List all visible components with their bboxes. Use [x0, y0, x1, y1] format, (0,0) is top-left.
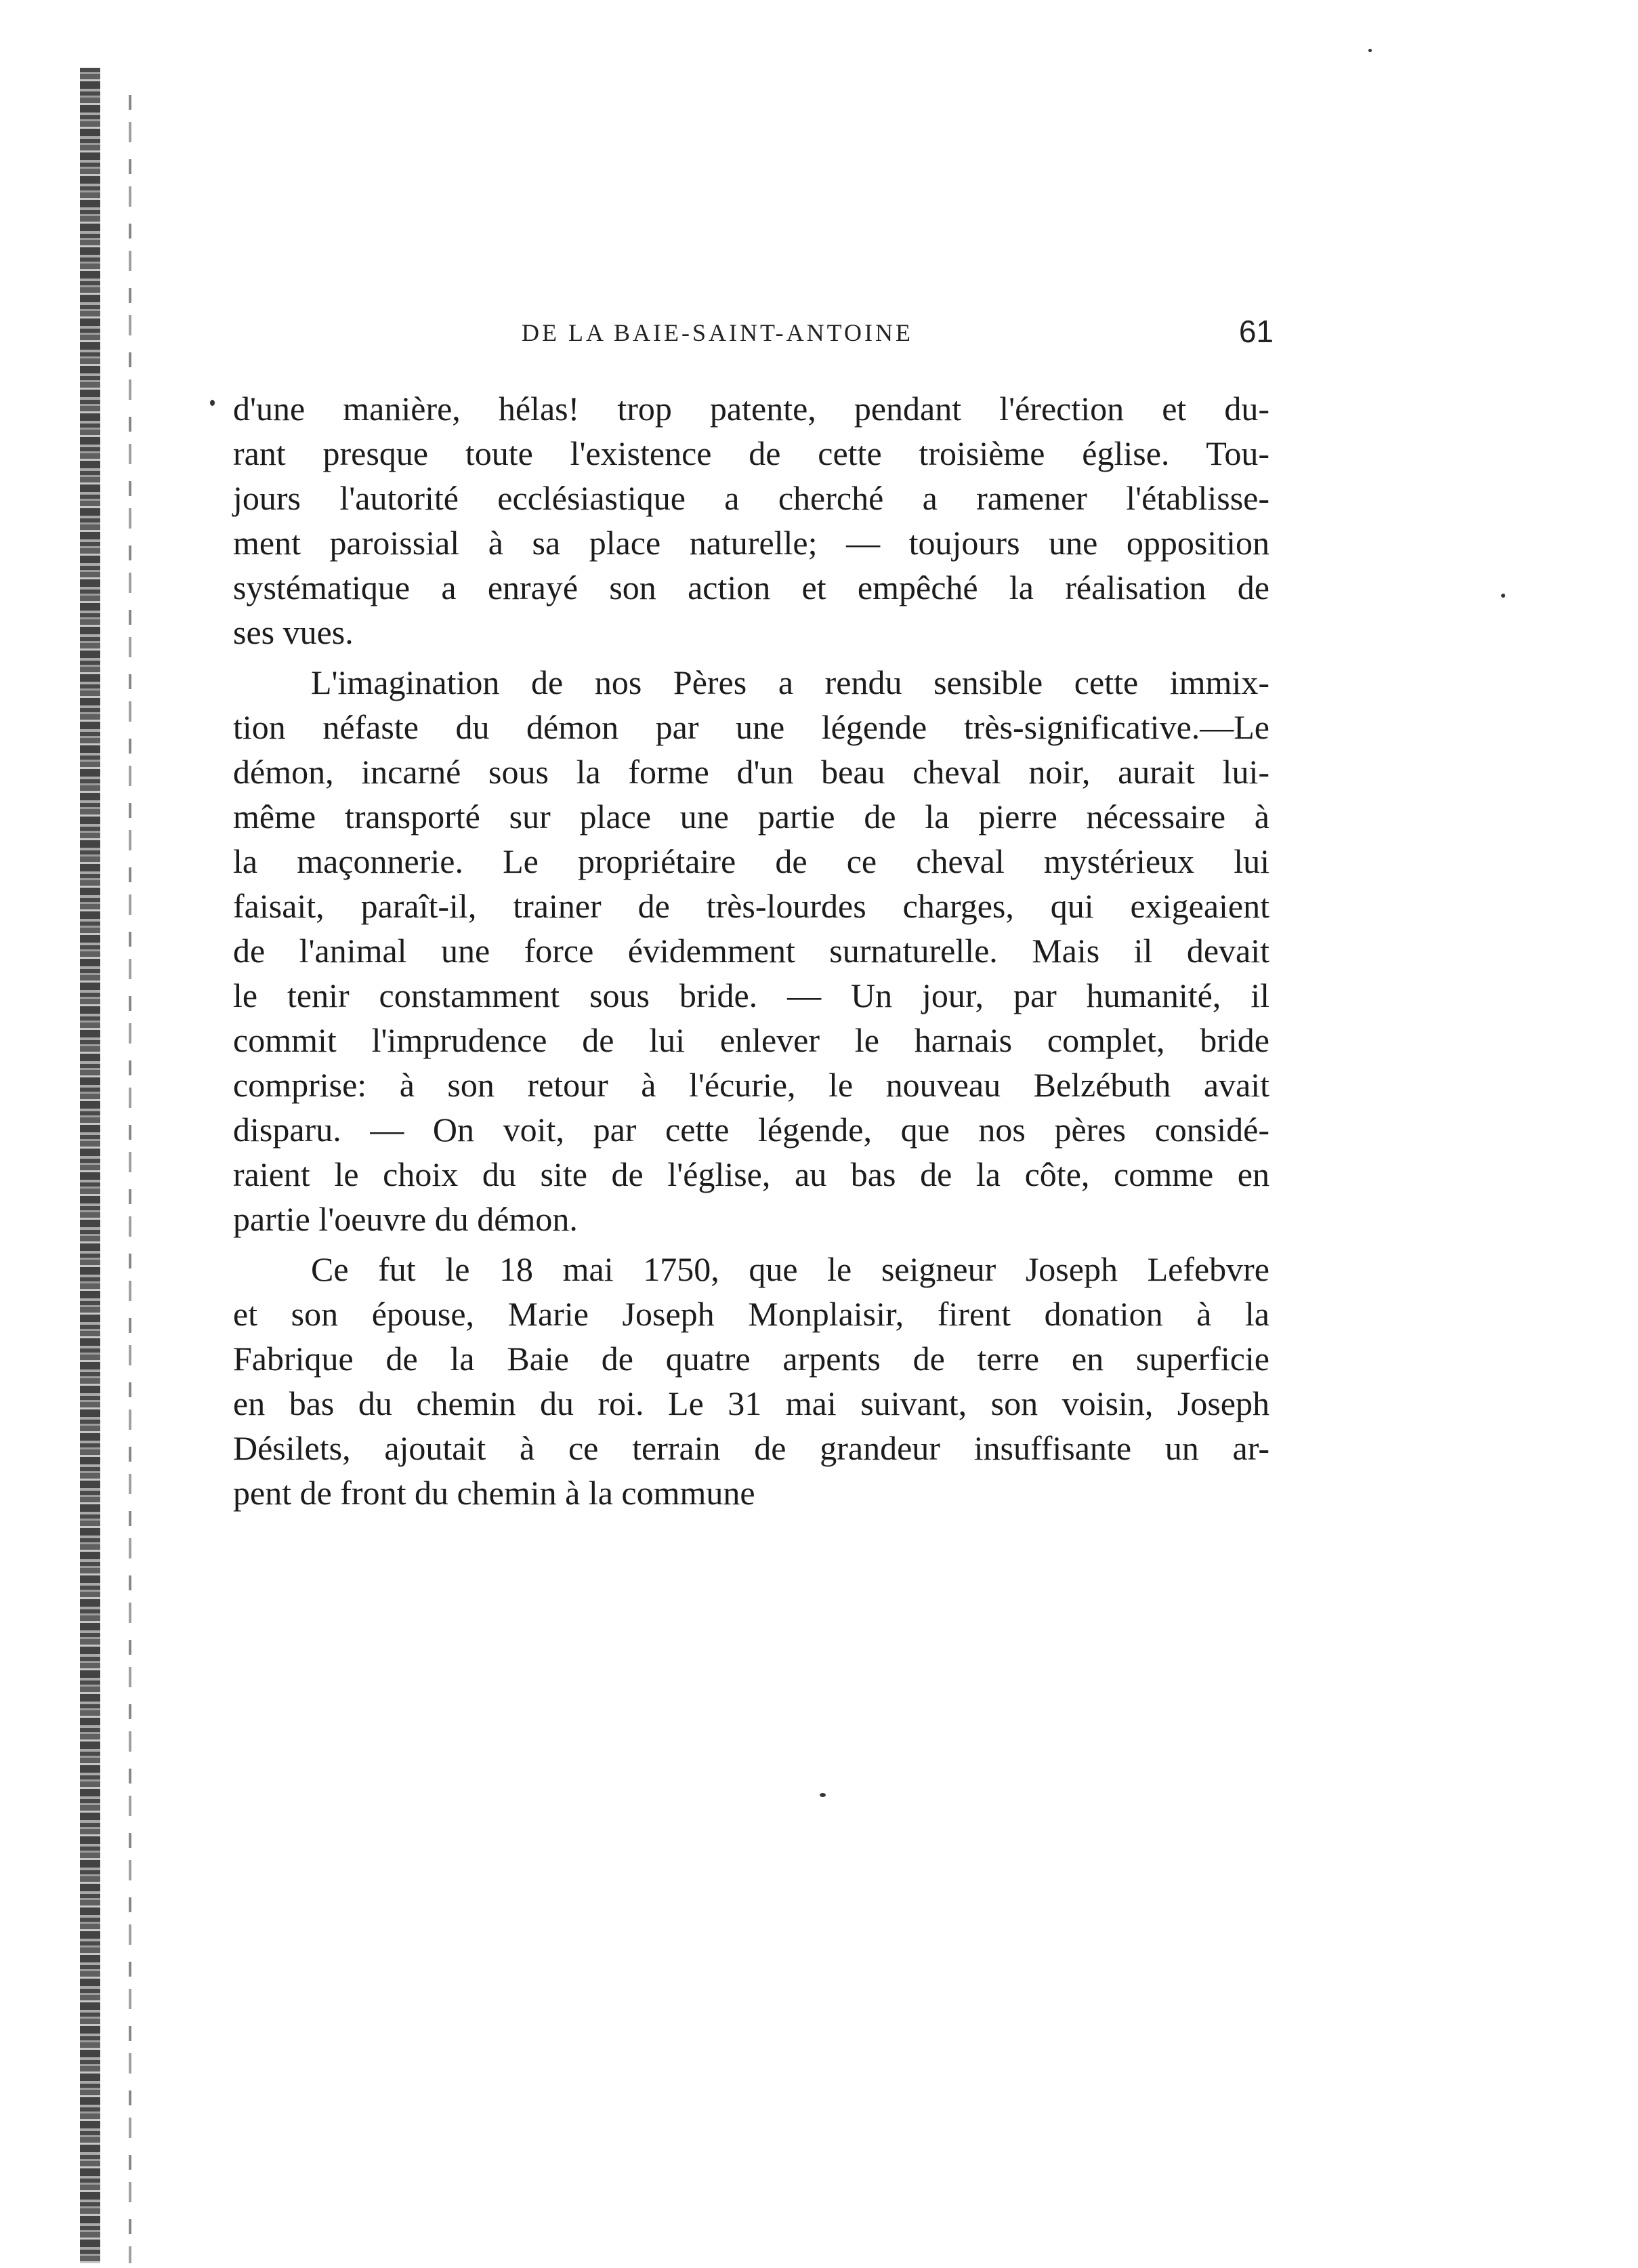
text-line: démon, incarné sous la forme d'un beau cheval noir, aurait lui-	[233, 753, 1269, 791]
text-line: tion néfaste du démon par une légende très-significative.—Le	[233, 708, 1269, 746]
text-line: même transporté sur place une partie de la pierre nécessaire à	[233, 798, 1269, 836]
paragraph	[233, 386, 1269, 655]
text-line: commit l'imprudence de lui enlever le harnais complet, bride	[233, 1021, 1269, 1059]
text-line: Fabrique de la Baie de quatre arpents de terre en superficie	[233, 1340, 1269, 1378]
binding-edge	[80, 68, 100, 2263]
text-line: partie l'oeuvre du démon.	[233, 1200, 578, 1238]
text-line: disparu. — On voit, par cette légende, que nos pères considé-	[233, 1111, 1269, 1149]
text-line: ses vues.	[233, 613, 354, 651]
text-line: rant presque toute l'existence de cette troisième église. Tou-	[233, 434, 1269, 472]
scan-speck	[1501, 594, 1505, 598]
text-line: le tenir constamment sous bride. — Un jour, par humanité, il	[233, 976, 1269, 1014]
binding-shadow	[129, 95, 131, 2263]
text-line: systématique a enrayé son action et empêché la réalisation de	[233, 569, 1269, 606]
text-line: en bas du chemin du roi. Le 31 mai suivant, son voisin, Joseph	[233, 1384, 1269, 1422]
text-line: faisait, paraît-il, trainer de très-lourdes charges, qui exigeaient	[233, 887, 1269, 925]
body-text	[233, 386, 1269, 1515]
running-title: DE LA BAIE-SAINT-ANTOINE	[522, 319, 913, 346]
text-line: jours l'autorité ecclésiastique a cherché a ramener l'établisse-	[233, 479, 1269, 517]
running-head	[230, 313, 1274, 354]
paragraph	[233, 1247, 1269, 1515]
text-line: L'imagination de nos Pères a rendu sensible cette immix-	[311, 663, 1269, 701]
scan-speck	[1368, 49, 1372, 52]
text-line: d'une manière, hélas! trop patente, pendant l'érection et du-	[233, 390, 1269, 428]
scan-speck	[210, 400, 215, 406]
text-line: ment paroissial à sa place naturelle; — toujours une opposition	[233, 524, 1269, 562]
text-line: pent de front du chemin à la commune	[233, 1474, 755, 1512]
text-line: Ce fut le 18 mai 1750, que le seigneur Joseph Lefebvre	[311, 1250, 1269, 1288]
scan-speck	[820, 1793, 826, 1797]
page-number: 61	[1238, 314, 1274, 349]
text-line: raient le choix du site de l'église, au bas de la côte, comme en	[233, 1155, 1269, 1193]
text-line: et son épouse, Marie Joseph Monplaisir, firent donation à la	[233, 1295, 1269, 1333]
text-line: de l'animal une force évidemment surnaturelle. Mais il devait	[233, 932, 1269, 970]
text-line: comprise: à son retour à l'écurie, le nouveau Belzébuth avait	[233, 1066, 1269, 1104]
text-line: Désilets, ajoutait à ce terrain de grandeur insuffisante un ar-	[233, 1429, 1269, 1467]
text-line: la maçonnerie. Le propriétaire de ce cheval mystérieux lui	[233, 842, 1269, 880]
paragraph	[233, 660, 1269, 1241]
